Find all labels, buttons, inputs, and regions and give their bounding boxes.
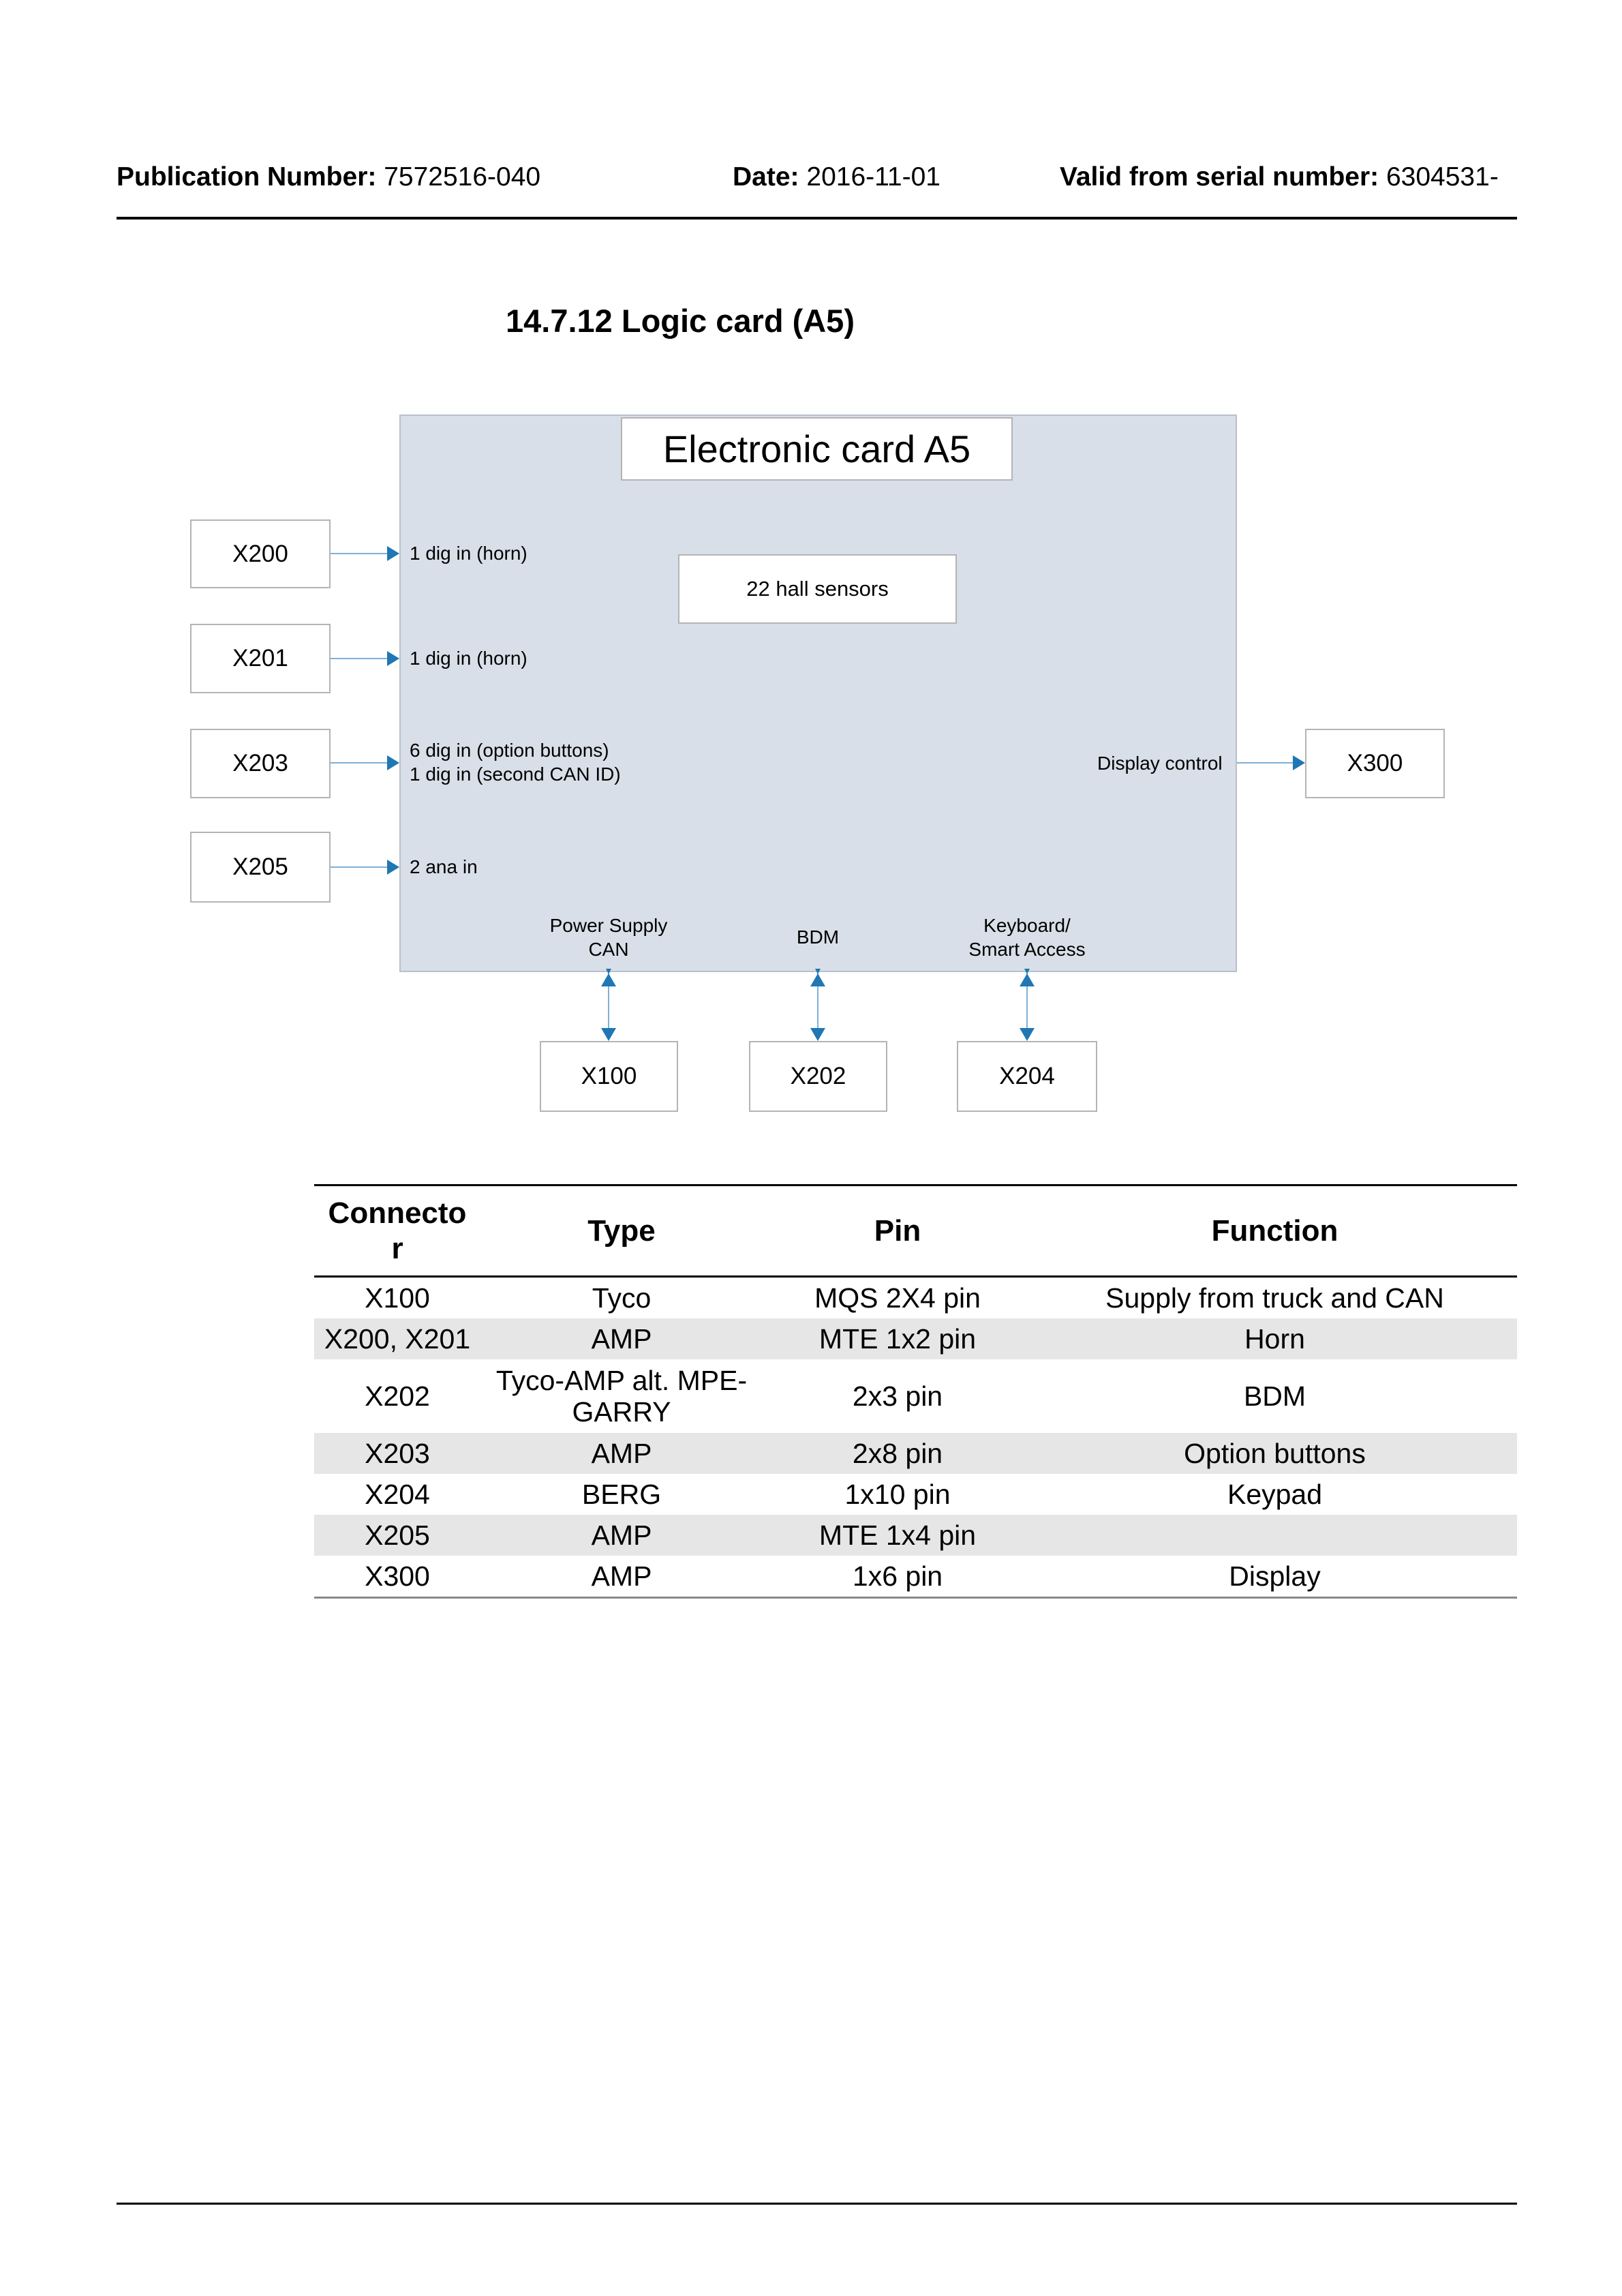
column-header-connector: Connecto r	[314, 1185, 480, 1277]
cell-pin: MTE 1x4 pin	[763, 1515, 1032, 1556]
cell-function: Option buttons	[1032, 1433, 1517, 1474]
connector-x202: X202	[749, 1041, 887, 1112]
connector-x203: X203	[190, 729, 331, 798]
cell-function: Supply from truck and CAN	[1105, 1282, 1444, 1314]
connector-table	[314, 1184, 1517, 1599]
hall-sensors-box: 22 hall sensors	[678, 554, 957, 624]
table-row	[314, 1433, 1517, 1474]
cell-connector: X205	[314, 1515, 480, 1556]
column-header-type: Type	[480, 1185, 763, 1277]
valid-serial: Valid from serial number: 6304531-	[1060, 162, 1499, 192]
cell-type: AMP	[591, 1560, 652, 1592]
connector-x201: X201	[190, 624, 331, 693]
x203-signal-label: 6 dig in (option buttons)	[410, 740, 609, 761]
cell-connector: X204	[365, 1479, 430, 1510]
cell-pin: 2x3 pin	[852, 1380, 943, 1412]
cell-type: AMP	[480, 1433, 763, 1474]
table-header-row	[314, 1185, 1517, 1277]
connector-x204: X204	[957, 1041, 1097, 1112]
table-row	[314, 1474, 1517, 1515]
footer-rule	[117, 2203, 1517, 2205]
x204-signal-label: Keyboard/ Smart Access	[968, 915, 1086, 960]
connector-x100: X100	[540, 1041, 678, 1112]
section-title: 14.7.12 Logic card (A5)	[506, 303, 855, 339]
cell-type: AMP	[480, 1515, 763, 1556]
x205-signal-label: 2 ana in	[410, 856, 478, 877]
cell-connector: X200, X201	[314, 1318, 480, 1359]
x100-signal-label: Power Supply CAN	[549, 915, 668, 960]
table-row	[314, 1515, 1517, 1556]
connector-x200: X200	[190, 519, 331, 588]
x200-signal-label: 1 dig in (horn)	[410, 543, 527, 564]
publication-date: Date: 2016-11-01	[733, 162, 940, 192]
table-row	[314, 1556, 1517, 1598]
x201-signal-label: 1 dig in (horn)	[410, 648, 527, 669]
cell-pin: 1x10 pin	[844, 1479, 951, 1510]
cell-function	[1032, 1515, 1517, 1556]
cell-function: Display	[1229, 1560, 1321, 1592]
cell-pin: 1x6 pin	[852, 1560, 943, 1592]
cell-type: AMP	[480, 1318, 763, 1359]
x300-signal-label: Display control	[1097, 753, 1223, 774]
cell-type: Tyco-AMP alt. MPE-GARRY	[495, 1365, 748, 1428]
cell-connector: X203	[314, 1433, 480, 1474]
connector-x205: X205	[190, 832, 331, 903]
cell-connector: X300	[365, 1560, 430, 1592]
cell-type: BERG	[581, 1479, 662, 1510]
cell-connector: X202	[365, 1380, 430, 1412]
table-row	[314, 1277, 1517, 1319]
connector-x300: X300	[1305, 729, 1445, 798]
card-title-box: Electronic card A5	[621, 417, 1013, 481]
cell-pin: MQS 2X4 pin	[814, 1282, 981, 1314]
cell-function: Horn	[1032, 1318, 1517, 1359]
publication-number: Publication Number: 7572516-040	[117, 162, 541, 192]
cell-pin: 2x8 pin	[763, 1433, 1032, 1474]
cell-function: Keypad	[1227, 1479, 1323, 1510]
table-row	[314, 1359, 1517, 1433]
column-header-function: Function	[1032, 1185, 1517, 1277]
cell-pin: MTE 1x2 pin	[763, 1318, 1032, 1359]
x202-signal-label: BDM	[796, 926, 840, 948]
cell-connector: X100	[365, 1282, 430, 1314]
cell-function: BDM	[1243, 1380, 1306, 1412]
cell-type: Tyco	[592, 1282, 652, 1314]
table-row	[314, 1318, 1517, 1359]
column-header-pin: Pin	[763, 1185, 1032, 1277]
x203-signal-label-2: 1 dig in (second CAN ID)	[410, 764, 621, 785]
